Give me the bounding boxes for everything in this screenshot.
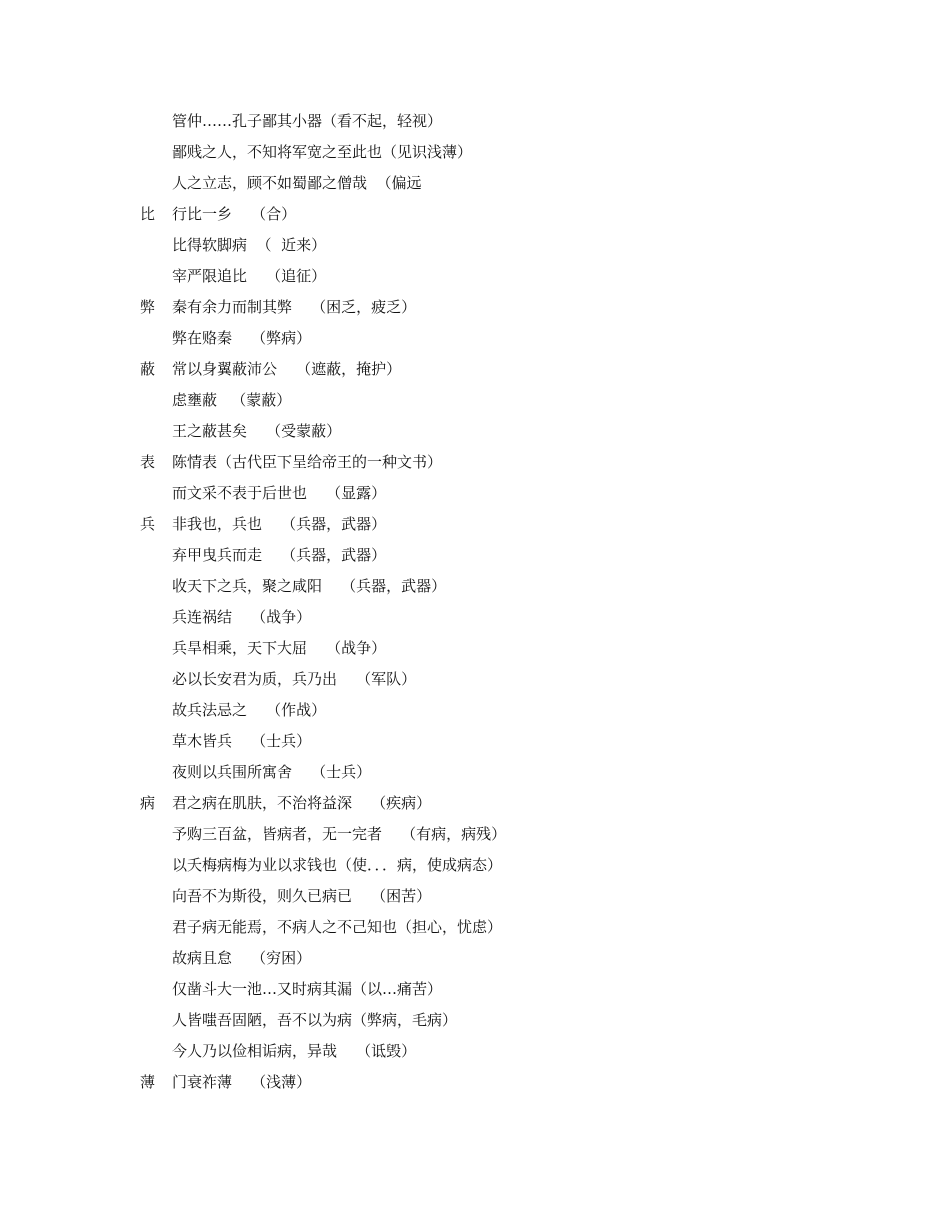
example-sentence: 夜则以兵围所寓舍 （士兵）	[172, 763, 372, 781]
headword: 比	[140, 205, 156, 223]
example-sentence: 向吾不为斯役，则久已病已 （困苦）	[172, 887, 432, 905]
entry-line	[140, 478, 920, 509]
entry-line	[140, 602, 920, 633]
entry-line	[140, 447, 920, 478]
entry-line	[140, 726, 920, 757]
headword: 兵	[140, 515, 156, 533]
example-sentence: 王之蔽甚矣 （受蒙蔽）	[172, 422, 342, 440]
example-sentence: 常以身翼蔽沛公 （遮蔽，掩护）	[172, 360, 402, 378]
example-sentence: 必以长安君为质，兵乃出 （军队）	[172, 670, 417, 688]
example-sentence: 宰严限追比 （追征）	[172, 267, 327, 285]
example-sentence: 秦有余力而制其弊 （困乏，疲乏）	[172, 298, 417, 316]
entry-line	[140, 664, 920, 695]
entry-line	[140, 695, 920, 726]
example-sentence: 君之病在肌肤，不治将益深 （疾病）	[172, 794, 432, 812]
example-sentence: 故病且怠 （穷困）	[172, 949, 312, 967]
example-sentence: 弊在赂秦 （弊病）	[172, 329, 312, 347]
headword: 薄	[140, 1073, 156, 1091]
example-sentence: 以夭梅病梅为业以求钱也（使．．．病，使成病态）	[172, 856, 503, 874]
entry-line	[140, 323, 920, 354]
headword: 蔽	[140, 360, 156, 378]
example-sentence: 仅凿斗大一池…又时病其漏（以…痛苦）	[172, 980, 443, 998]
entry-line	[140, 912, 920, 943]
entry-line	[140, 137, 920, 168]
example-sentence: 虑壅蔽 （蒙蔽）	[172, 391, 292, 409]
entry-line	[140, 509, 920, 540]
example-sentence: 故兵法忌之 （作战）	[172, 701, 327, 719]
entry-line	[140, 819, 920, 850]
entry-line	[140, 199, 920, 230]
example-sentence: 弃甲曳兵而走 （兵器，武器）	[172, 546, 387, 564]
headword: 病	[140, 794, 156, 812]
example-sentence: 门衰祚薄 （浅薄）	[172, 1073, 312, 1091]
entry-line	[140, 292, 920, 323]
entry-line	[140, 943, 920, 974]
example-sentence: 收天下之兵，聚之咸阳 （兵器，武器）	[172, 577, 447, 595]
entry-line	[140, 354, 920, 385]
entry-line	[140, 571, 920, 602]
example-sentence: 兵旱相乘，天下大屈 （战争）	[172, 639, 387, 657]
entry-line	[140, 757, 920, 788]
entry-line	[140, 261, 920, 292]
headword: 表	[140, 453, 156, 471]
example-sentence: 而文采不表于后世也 （显露）	[172, 484, 387, 502]
vocabulary-list	[140, 106, 920, 1098]
example-sentence: 管仲……孔子鄙其小器（看不起，轻视）	[172, 112, 443, 130]
entry-line	[140, 1067, 920, 1098]
example-sentence: 君子病无能焉，不病人之不己知也（担心，忧虑）	[172, 918, 503, 936]
entry-line	[140, 168, 920, 199]
entry-line	[140, 1036, 920, 1067]
example-sentence: 予购三百盆，皆病者，无一完者 （有病，病残）	[172, 825, 507, 843]
entry-line	[140, 1005, 920, 1036]
example-sentence: 人之立志，顾不如蜀鄙之僧哉 （偏远	[172, 174, 422, 192]
example-sentence: 比得软脚病 （ 近来）	[172, 236, 327, 254]
example-sentence: 草木皆兵 （士兵）	[172, 732, 312, 750]
entry-line	[140, 881, 920, 912]
entry-line	[140, 230, 920, 261]
entry-line	[140, 788, 920, 819]
example-sentence: 今人乃以俭相诟病，异哉 （诋毁）	[172, 1042, 417, 1060]
entry-line	[140, 416, 920, 447]
example-sentence: 鄙贱之人，不知将军宽之至此也（见识浅薄）	[172, 143, 473, 161]
entry-line	[140, 106, 920, 137]
entry-line	[140, 540, 920, 571]
example-sentence: 兵连祸结 （战争）	[172, 608, 312, 626]
entry-line	[140, 385, 920, 416]
entry-line	[140, 633, 920, 664]
example-sentence: 陈情表（古代臣下呈给帝王的一种文书）	[172, 453, 443, 471]
example-sentence: 非我也，兵也 （兵器，武器）	[172, 515, 387, 533]
example-sentence: 行比一乡 （合）	[172, 205, 297, 223]
headword: 弊	[140, 298, 156, 316]
example-sentence: 人皆嗤吾固陋，吾不以为病（弊病，毛病）	[172, 1011, 458, 1029]
entry-line	[140, 850, 920, 881]
entry-line	[140, 974, 920, 1005]
